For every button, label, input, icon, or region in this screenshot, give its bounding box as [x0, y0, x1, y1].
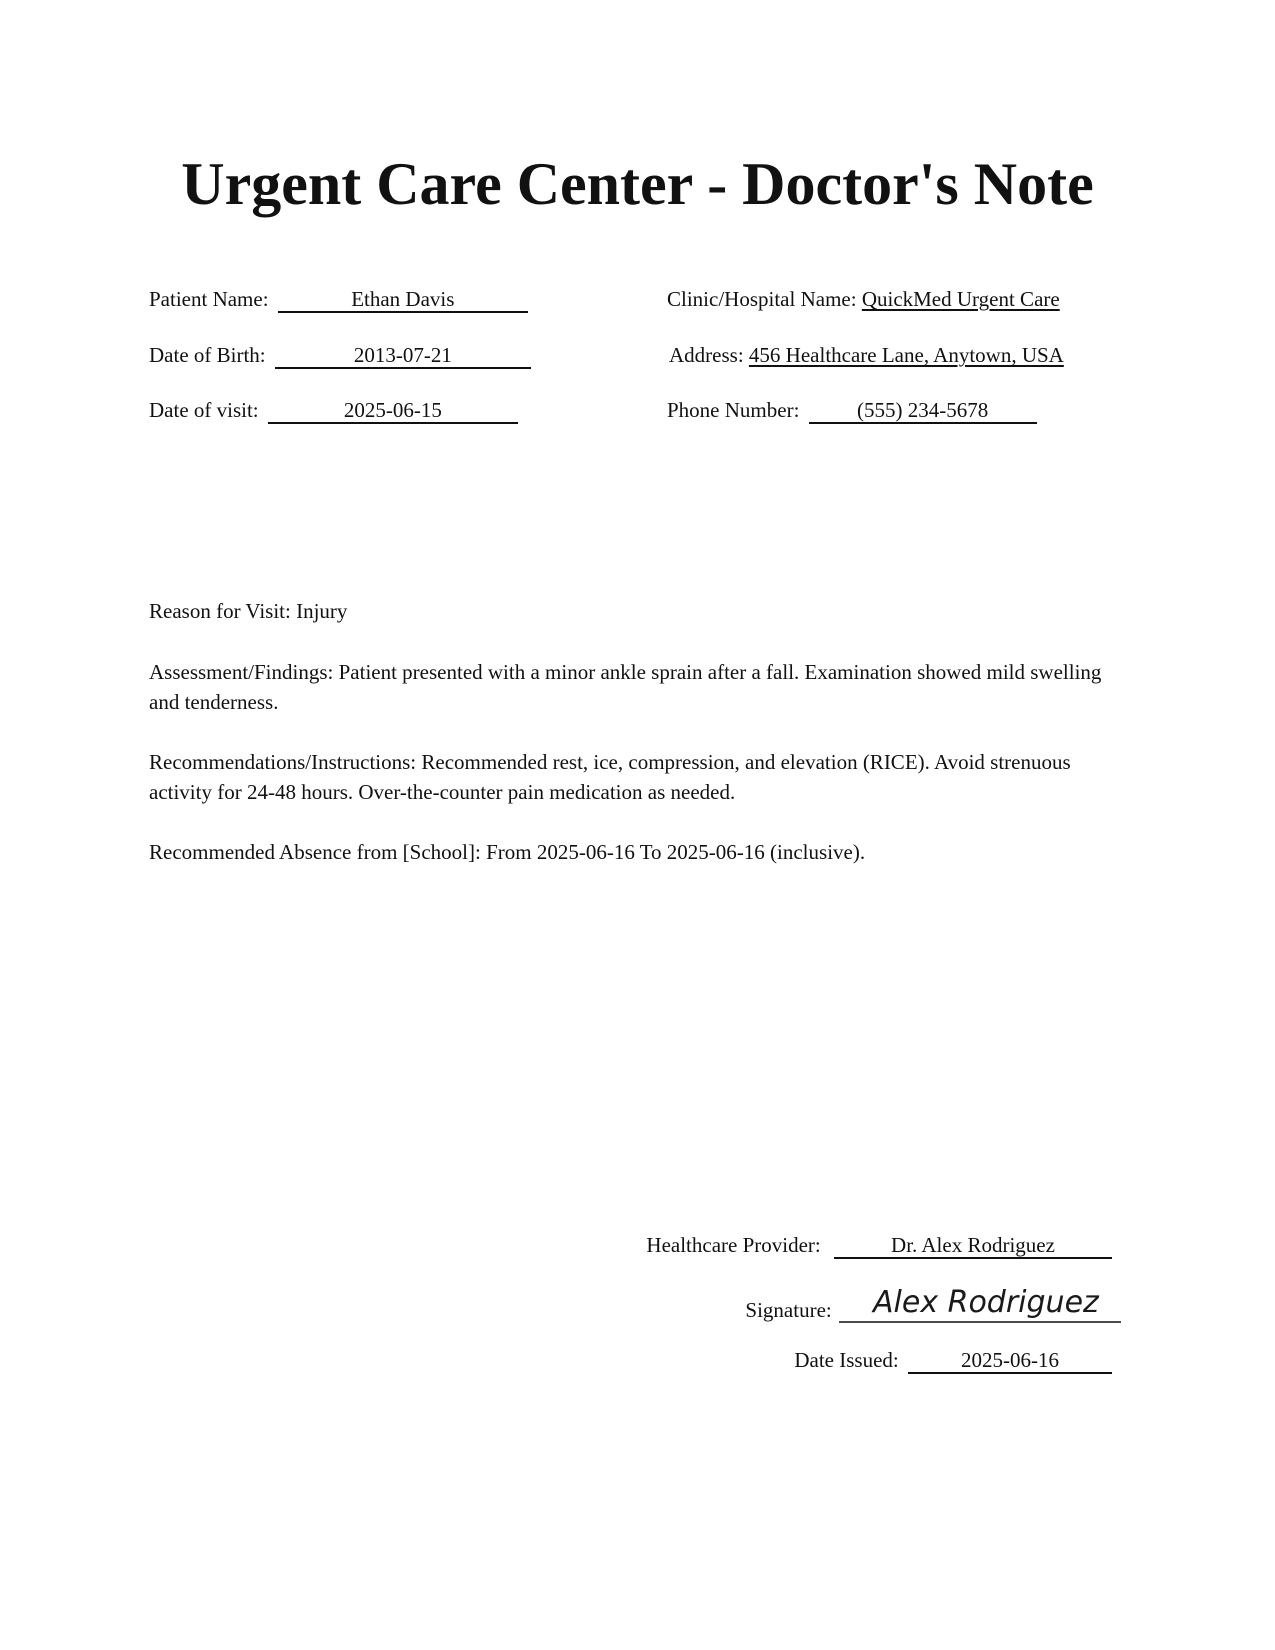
reason-for-visit: Reason for Visit: Injury: [149, 599, 348, 623]
page-title: Urgent Care Center - Doctor's Note: [181, 151, 1094, 217]
date-issued-label: Date Issued:: [794, 1348, 899, 1372]
patient-name-value: Ethan Davis: [278, 288, 528, 313]
clinic-name-label: Clinic/Hospital Name:: [667, 287, 857, 311]
date-of-birth-field: [149, 341, 531, 369]
signature-label: Signature:: [745, 1298, 832, 1322]
date-of-visit-label: Date of visit:: [149, 398, 259, 422]
recommended-absence: Recommended Absence from [School]: From 2025-06-16 To 2025-06-16 (inclusive).: [149, 840, 866, 864]
patient-name-field: [149, 285, 528, 313]
healthcare-provider-value: Dr. Alex Rodriguez: [834, 1234, 1112, 1259]
clinic-name-field: [667, 285, 1060, 313]
address-field: [669, 341, 1064, 369]
phone-number-field: [667, 396, 1037, 424]
clinic-name-value: QuickMed Urgent Care: [861, 287, 1060, 311]
handwritten-signature: [837, 1278, 1123, 1324]
phone-number-label: Phone Number:: [667, 398, 800, 422]
address-label: Address:: [669, 343, 744, 367]
patient-name-label: Patient Name:: [149, 287, 269, 311]
date-issued-field: [794, 1346, 1112, 1374]
date-issued-value: 2025-06-16: [908, 1349, 1112, 1374]
assessment-findings: Assessment/Findings: Patient presented with a minor ankle sprain after a fall. Examination showed mild swelling and tenderness.: [149, 660, 1102, 714]
signature-script: Alex Rodriguez: [873, 1285, 1099, 1320]
recommendations-instructions: Recommendations/Instructions: Recommended rest, ice, compression, and elevation (RICE). Avoid strenuous activity for 24-48 hours. Over-the-counter pain medication as needed.: [149, 750, 1071, 804]
date-of-birth-label: Date of Birth:: [149, 343, 266, 367]
date-of-visit-field: [149, 396, 518, 424]
date-of-birth-value: 2013-07-21: [275, 344, 531, 369]
healthcare-provider-field: [646, 1231, 1112, 1259]
signature-field: [745, 1278, 1123, 1324]
phone-number-value: (555) 234-5678: [809, 399, 1037, 424]
address-value: 456 Healthcare Lane, Anytown, USA: [748, 343, 1064, 367]
healthcare-provider-label: Healthcare Provider:: [646, 1233, 821, 1257]
date-of-visit-value: 2025-06-15: [268, 399, 518, 424]
